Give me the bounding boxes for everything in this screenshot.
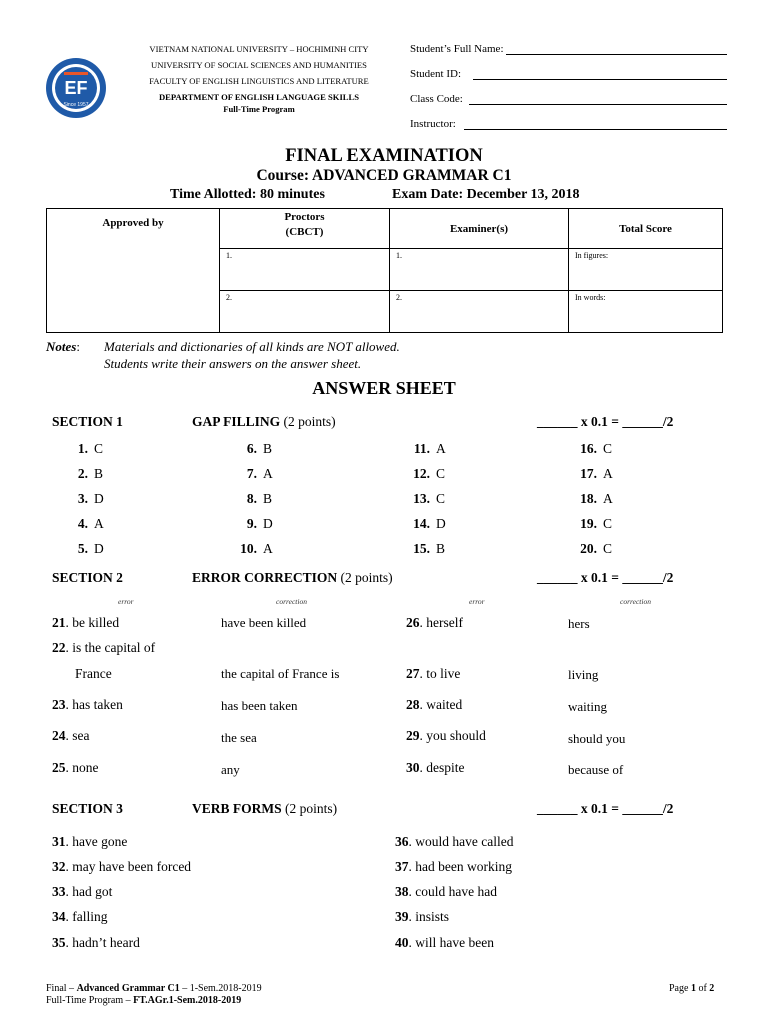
error-col-header-1: error: [118, 597, 134, 606]
verb-form-text: . may have been forced: [65, 859, 192, 874]
header-line-3: FACULTY OF ENGLISH LINGUISTICS AND LITERATURE: [149, 76, 369, 86]
section-2-score: ______ x 0.1 = ______/2: [537, 570, 674, 585]
question-number: 23: [52, 697, 66, 712]
correction-text: the capital of France is: [221, 666, 340, 681]
question-number: 24: [52, 728, 66, 743]
verb-form-item: [52, 834, 127, 850]
header-line-2: UNIVERSITY OF SOCIAL SCIENCES AND HUMANITIES: [151, 60, 367, 70]
question-number: 11.: [413, 441, 430, 456]
verb-form-text: . would have called: [408, 834, 514, 849]
university-logo: [44, 56, 108, 120]
gap-answer-item: [66, 466, 103, 482]
correction-text: living: [568, 667, 599, 682]
question-number: 39: [395, 909, 409, 924]
error-item: [52, 760, 99, 776]
answer-choice: C: [94, 441, 104, 456]
answer-choice: A: [263, 466, 273, 481]
question-number: 14.: [413, 516, 430, 531]
verb-form-item: [395, 834, 513, 850]
logo-since: Since 1957: [63, 102, 89, 108]
correction-text: the sea: [221, 730, 257, 745]
question-number: 6.: [246, 441, 257, 456]
student-name-field[interactable]: [410, 43, 727, 55]
answer-choice: C: [603, 516, 613, 531]
error-item: [52, 697, 123, 713]
correction-text: any: [221, 762, 240, 777]
error-text: . to live: [419, 666, 461, 681]
answer-choice: C: [436, 466, 446, 481]
section-3-label: SECTION 3: [52, 801, 123, 816]
question-number: 12.: [413, 466, 430, 481]
verb-form-text: . could have had: [408, 884, 497, 899]
notes-line-1: Notes: Materials and dictionaries of all kinds are NOT allowed.: [46, 339, 400, 354]
footer-course-name: Advanced Grammar C1: [76, 983, 180, 994]
error-text: . be killed: [65, 615, 120, 630]
gap-answer-item: [66, 516, 104, 532]
score-words-cell[interactable]: In words:: [569, 291, 723, 333]
question-number: 38: [395, 884, 409, 899]
examiner-2-cell[interactable]: 2.: [390, 291, 569, 333]
correction-text: waiting: [568, 699, 607, 714]
question-number: 2.: [77, 466, 88, 481]
question-number: 1.: [77, 441, 88, 456]
section-1-name: GAP FILLING: [192, 414, 281, 429]
error-text: . you should: [419, 728, 486, 743]
proctor-2-cell[interactable]: 2.: [220, 291, 390, 333]
verb-form-item: [52, 935, 140, 951]
answer-choice: A: [94, 516, 104, 531]
correction-col-header-2: correction: [620, 597, 651, 606]
section-2-label: SECTION 2: [52, 570, 123, 585]
gap-answer-item: [66, 541, 104, 557]
gap-answer-item: [408, 466, 445, 482]
gap-answer-item: [408, 541, 445, 557]
gap-answer-item: [235, 441, 272, 457]
question-number: 16.: [580, 441, 597, 456]
gap-answer-item: [575, 491, 613, 507]
section-3-title: [192, 801, 337, 817]
exam-title: FINAL EXAMINATION: [285, 146, 483, 166]
error-text: . herself: [419, 615, 463, 630]
section-2-title: [192, 570, 393, 586]
approved-by-header: Approved by: [47, 209, 220, 333]
footer-course-sem: – 1-Sem.2018-2019: [179, 983, 262, 994]
gap-answer-item: [235, 491, 272, 507]
proctors-sub: (CBCT): [285, 226, 324, 238]
question-number: 19.: [580, 516, 597, 531]
program-name: Full-Time Program: [223, 104, 295, 114]
gap-answer-item: [575, 516, 612, 532]
correction-col-header-1: correction: [276, 597, 307, 606]
error-item: [52, 728, 90, 744]
total-score-header: Total Score: [569, 209, 723, 249]
error-item: [406, 615, 463, 631]
gap-answer-item: [408, 441, 446, 457]
section-1-points: (2 points): [283, 414, 336, 429]
question-number: 4.: [77, 516, 88, 531]
footer-course-prefix: Final –: [46, 983, 77, 994]
question-number: 31: [52, 834, 66, 849]
answer-choice: C: [436, 491, 446, 506]
verb-form-item: [52, 909, 108, 925]
question-number: 34: [52, 909, 66, 924]
error-item: [52, 640, 155, 656]
answer-choice: D: [436, 516, 446, 531]
notes-text-2: Students write their answers on the answer sheet.: [104, 356, 362, 371]
verb-form-item: [395, 909, 449, 925]
gap-answer-item: [66, 491, 104, 507]
section-1-label: SECTION 1: [52, 414, 123, 429]
gap-answer-item: [575, 441, 612, 457]
question-number: 13.: [413, 491, 430, 506]
question-number: 28: [406, 697, 420, 712]
answer-choice: D: [94, 541, 104, 556]
answer-choice: B: [436, 541, 446, 556]
answer-choice: C: [603, 441, 613, 456]
section-2-points: (2 points): [340, 570, 393, 585]
question-number: 21: [52, 615, 66, 630]
question-number: 26: [406, 615, 420, 630]
footer-program: [46, 995, 241, 1006]
correction-text: hers: [568, 616, 590, 631]
error-text: . waited: [419, 697, 463, 712]
correction-text: because of: [568, 762, 624, 777]
answer-choice: A: [603, 466, 613, 481]
error-text: . despite: [419, 760, 465, 775]
page-of: of: [695, 983, 710, 994]
gap-answer-item: [408, 491, 445, 507]
proctors-label: Proctors: [284, 211, 325, 223]
section-1-score: ______ x 0.1 = ______/2: [537, 414, 674, 429]
student-id-field[interactable]: [410, 68, 727, 80]
answer-choice: D: [94, 491, 104, 506]
section-3-points: (2 points): [285, 801, 338, 816]
footer-program-prefix: Full-Time Program –: [46, 995, 134, 1006]
time-allotted: Time Allotted: 80 minutes: [170, 187, 325, 202]
gap-answer-item: [66, 441, 103, 457]
verb-form-text: . hadn’t heard: [65, 935, 140, 950]
footer-course: [46, 983, 262, 994]
verb-form-item: [395, 935, 494, 951]
answer-choice: B: [263, 491, 273, 506]
error-item: [406, 697, 462, 713]
verb-form-item: [52, 884, 112, 900]
gap-answer-item: [235, 541, 273, 557]
question-number: 15.: [413, 541, 430, 556]
score-figures-cell[interactable]: In figures:: [569, 249, 723, 291]
error-item-continued: [75, 666, 112, 682]
section-2-name: ERROR CORRECTION: [192, 570, 338, 585]
question-number: 25: [52, 760, 66, 775]
question-number: 3.: [77, 491, 88, 506]
header-line-1: VIETNAM NATIONAL UNIVERSITY – HOCHIMINH CITY: [149, 44, 369, 54]
question-number: 36: [395, 834, 409, 849]
gap-answer-item: [235, 466, 273, 482]
question-number: 32: [52, 859, 66, 874]
gap-answer-item: [575, 541, 612, 557]
examiner-1-cell[interactable]: 1.: [390, 249, 569, 291]
correction-text: has been taken: [221, 698, 298, 713]
question-number: 22: [52, 640, 66, 655]
answer-choice: B: [94, 466, 104, 481]
question-number: 9.: [246, 516, 257, 531]
gap-answer-item: [408, 516, 446, 532]
error-item: [406, 760, 465, 776]
class-code-field[interactable]: [410, 93, 727, 105]
question-number: 20.: [580, 541, 597, 556]
notes-label: Notes: [46, 339, 77, 354]
correction-text: should you: [568, 731, 626, 746]
page-current: 1: [690, 983, 696, 994]
verb-form-item: [395, 859, 512, 875]
score-table: [46, 208, 723, 333]
question-number: 17.: [580, 466, 597, 481]
exam-date: Exam Date: December 13, 2018: [392, 187, 580, 202]
verb-form-text: . have gone: [65, 834, 128, 849]
question-number: 8.: [246, 491, 257, 506]
verb-form-text: . had been working: [408, 859, 512, 874]
error-item: [52, 615, 119, 631]
question-number: 35: [52, 935, 66, 950]
error-text: . has taken: [65, 697, 123, 712]
question-number: 27: [406, 666, 420, 681]
gap-answer-item: [235, 516, 273, 532]
notes-text-1: Materials and dictionaries of all kinds are NOT allowed.: [104, 339, 400, 354]
error-col-header-2: error: [469, 597, 485, 606]
question-number: 7.: [246, 466, 257, 481]
proctor-1-cell[interactable]: 1.: [220, 249, 390, 291]
answer-choice: B: [263, 441, 273, 456]
correction-text: have been killed: [221, 615, 307, 630]
verb-form-text: . insists: [408, 909, 450, 924]
department-name: DEPARTMENT OF ENGLISH LANGUAGE SKILLS: [158, 92, 360, 102]
answer-sheet-title: ANSWER SHEET: [312, 378, 456, 398]
class-code-label: Class Code:: [410, 93, 463, 105]
question-number: 10.: [240, 541, 257, 556]
question-number: 29: [406, 728, 420, 743]
error-text-cont: France: [75, 666, 112, 681]
examiners-header: Examiner(s): [390, 209, 569, 249]
footer-program-code: FT.AGr.1-Sem.2018-2019: [133, 995, 242, 1006]
student-id-label: Student ID:: [410, 68, 462, 80]
verb-form-item: [395, 884, 497, 900]
question-number: 5.: [77, 541, 88, 556]
logo-text: EF: [64, 78, 88, 98]
instructor-field[interactable]: [410, 118, 727, 130]
question-number: 40: [395, 935, 409, 950]
answer-choice: A: [263, 541, 273, 556]
error-item: [406, 666, 460, 682]
gap-answer-item: [575, 466, 613, 482]
error-item: [406, 728, 486, 744]
answer-choice: A: [603, 491, 613, 506]
question-number: 33: [52, 884, 66, 899]
section-3-score: ______ x 0.1 = ______/2: [537, 801, 674, 816]
page-label: Page: [669, 983, 691, 994]
instructor-label: Instructor:: [410, 118, 456, 130]
course-title: Course: ADVANCED GRAMMAR C1: [256, 167, 512, 184]
verb-form-item: [52, 859, 191, 875]
verb-form-text: . will have been: [408, 935, 494, 950]
error-text: . none: [65, 760, 99, 775]
verb-form-text: . falling: [65, 909, 108, 924]
answer-choice: D: [263, 516, 273, 531]
question-number: 18.: [580, 491, 597, 506]
section-1-title: [192, 414, 336, 430]
proctors-header: [220, 209, 390, 249]
question-number: 37: [395, 859, 409, 874]
error-text: . sea: [65, 728, 90, 743]
answer-choice: C: [603, 541, 613, 556]
institution-header: [118, 41, 400, 115]
page-total: 2: [709, 983, 715, 994]
verb-form-text: . had got: [65, 884, 113, 899]
answer-choice: A: [436, 441, 446, 456]
student-name-label: Student’s Full Name:: [410, 43, 504, 55]
page-number: [669, 983, 714, 994]
section-3-name: VERB FORMS: [192, 801, 282, 816]
question-number: 30: [406, 760, 420, 775]
error-text: . is the capital of: [65, 640, 156, 655]
